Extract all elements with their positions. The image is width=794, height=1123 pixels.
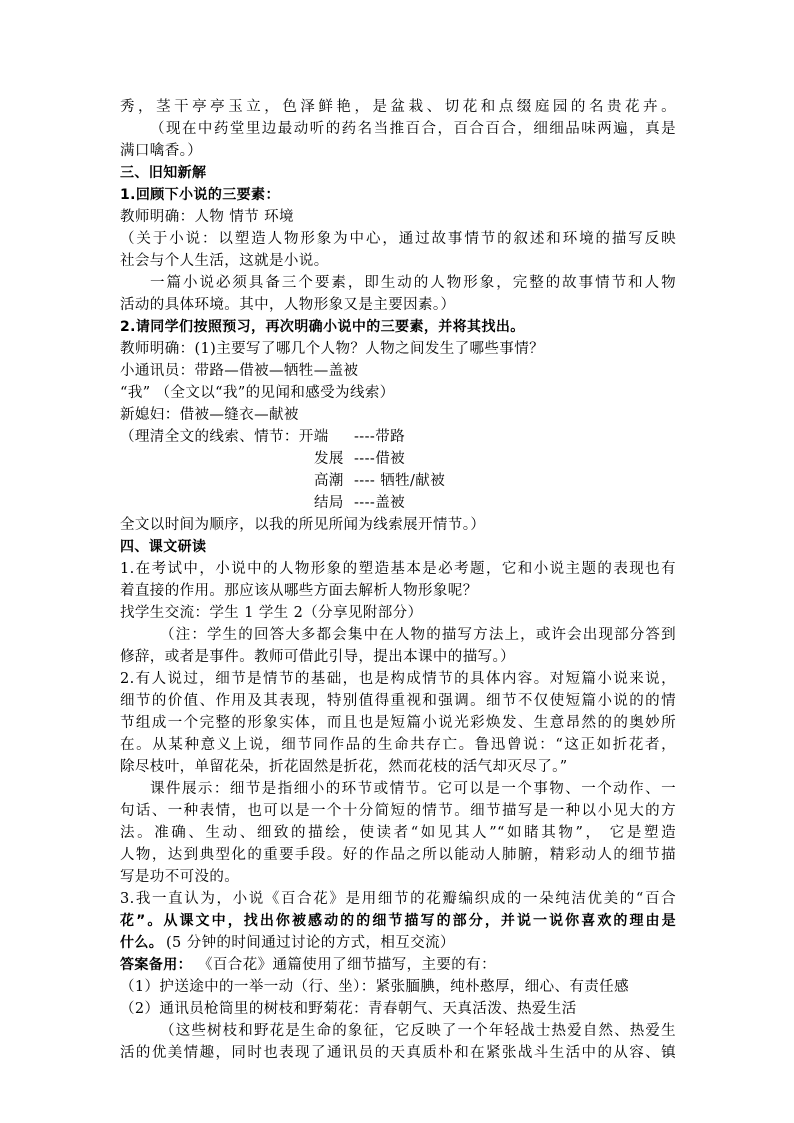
text-line: 新媳妇：借被—缝衣—献被: [120, 407, 299, 423]
text-line: 满口噙香。）: [120, 143, 203, 159]
text-line: 节组成一个完整的形象实体，而且也是短篇小说光彩焕发、生意昂然的的奥妙所: [120, 715, 676, 731]
text-line: （2）通讯员枪筒里的树枝和野菊花：青春朝气、天真活泼、热爱生活: [120, 1001, 577, 1017]
text-line: 教师明确：(1)主要写了哪几个人物？人物之间发生了哪些事情？: [120, 341, 545, 357]
text-line: 活动的具体环境。其中，人物形象又是主要因素。）: [120, 297, 456, 313]
plot-row-value: ---- 牺牲/献被: [354, 473, 446, 489]
bold-line: 花”。从课文中，找出你被感动的的细节描写的部分，并说一说你喜欢的理由是: [120, 913, 676, 929]
text-line: 秀，茎干亭亭玉立，色泽鲜艳，是盆栽、切花和点缀庭园的名贵花卉。: [120, 99, 676, 115]
text-line: “我” （全文以“我”的见闻和感受为线索）: [120, 385, 395, 401]
plot-row-label: 高潮: [314, 473, 344, 489]
text-line: 课件展示：细节是指细小的环节或情节。它可以是一个事物、一个动作、一: [150, 781, 676, 797]
text-line: 着直接的作用。那应该从哪些方面去解析人物形象呢？: [120, 583, 478, 599]
answer-label: 答案备用：: [120, 957, 192, 973]
text-line: （现在中药堂里边最动听的药名当推百合，百合百合，细细品味两遍，真是: [150, 121, 676, 137]
section-heading: 四、课文研读: [120, 539, 207, 555]
text-line: 找学生交流：学生 1 学生 2（分享见附部分）: [120, 605, 423, 621]
plot-row-value: ----带路: [354, 429, 405, 445]
text-line: 3.我一直认为，小说《百合花》是用细节的花瓣编织成的一朵纯洁优美的“百合: [120, 891, 676, 907]
text-line: （注：学生的回答大多都会集中在人物的描写方法上，或许会出现部分答到: [160, 627, 676, 643]
section-heading: 三、旧知新解: [120, 165, 207, 181]
subheading: 1.回顾下小说的三要素：: [120, 187, 280, 203]
text-line: 一篇小说必须具备三个要素，即生动的人物形象，完整的故事情节和人物: [150, 275, 676, 291]
text-line: 活的优美情趣，同时也表现了通讯员的天真质朴和在紧张战斗生活中的从容、镇: [120, 1045, 676, 1061]
plot-row-label: 结局: [314, 495, 344, 511]
text-line: 教师明确：人物 情节 环境: [120, 209, 294, 225]
text-line: 细节的价值、作用及其表现，特别值得重视和强调。细节不仅使短篇小说的的情: [120, 693, 676, 709]
text-line: 法。准确、生动、细致的描绘，使读者“如见其人”“如睹其物”， 它是塑造: [120, 825, 676, 841]
text-line: 小通讯员：带路—借被—牺牲—盖被: [120, 363, 359, 379]
plot-row-value: ----盖被: [354, 495, 405, 511]
text-line: 全文以时间为顺序，以我的所见所闻为线索展开情节。）: [120, 517, 486, 533]
text-line: 2.有人说过，细节是情节的基础，也是构成情节的具体内容。对短篇小说来说，: [120, 671, 676, 687]
bold-line: 什么。: [120, 935, 164, 951]
plot-row-value: ----借被: [354, 451, 405, 467]
subheading: 2.请同学们按照预习，再次明确小说中的三要素，并将其找出。: [120, 319, 525, 335]
text-line: 修辞，或者是事件。教师可借此引导，提出本课中的描写。）: [120, 649, 516, 665]
text-line: 句话、一种表情，也可以是一个十分简短的情节。细节描写是一种以小见大的方: [120, 803, 676, 819]
text-line: 《百合花》通篇使用了细节描写，主要的有：: [198, 957, 496, 973]
text-line: 在。从某种意义上说，细节同作品的生命共存亡。鲁迅曾说：“这正如折花者，: [120, 737, 676, 753]
text-line: 写是功不可没的。: [120, 869, 240, 885]
plot-row-label: 发展: [314, 451, 344, 467]
text-line: 社会与个人生活，这就是小说。: [120, 253, 329, 269]
text-line: (5 分钟的时间通过讨论的方式，相互交流）: [166, 935, 455, 951]
plot-row-label: （理清全文的线索、情节：开端: [120, 429, 329, 445]
text-line: 1.在考试中，小说中的人物形象的塑造基本是必考题，它和小说主题的表现也有: [120, 561, 676, 577]
text-line: 人物，达到典型化的重要手段。好的作品之所以能动人肺腑，精彩动人的细节描: [120, 847, 676, 863]
text-line: 除尽枝叶，单留花朵，折花固然是折花，然而花枝的活气却灭尽了。”: [120, 759, 568, 775]
text-line: （关于小说：以塑造人物形象为中心，通过故事情节的叙述和环境的描写反映: [120, 231, 676, 247]
text-line: （1）护送途中的一举一动（行、坐）：紧张腼腆，纯朴憨厚，细心、有责任感: [120, 979, 629, 995]
text-line: （这些树枝和野花是生命的象征，它反映了一个年轻战士热爱自然、热爱生: [160, 1023, 676, 1039]
